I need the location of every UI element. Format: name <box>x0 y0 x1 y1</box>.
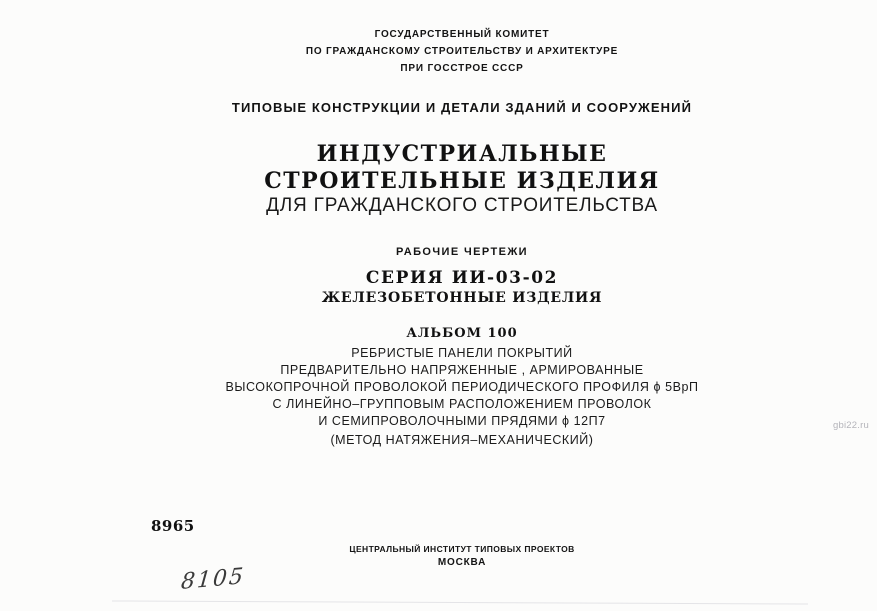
album-description-line: ВЫСОКОПРОЧНОЙ ПРОВОЛОКОЙ ПЕРИОДИЧЕСКОГО ПРОФИЛЯ ϕ 5ВрП <box>225 380 699 394</box>
city-label: МОСКВА <box>437 557 487 568</box>
main-title-line-2: СТРОИТЕЛЬНЫЕ ИЗДЕЛИЯ <box>264 168 660 194</box>
committee-line-3: ПРИ ГОССТРОЕ СССР <box>400 63 524 74</box>
committee-header <box>47 26 877 77</box>
scan-page-edge <box>112 600 808 604</box>
album-description-line: С ЛИНЕЙНО–ГРУППОВЫМ РАСПОЛОЖЕНИЕМ ПРОВОЛОК <box>272 397 652 411</box>
main-title-line-3: ДЛЯ ГРАЖДАНСКОГО СТРОИТЕЛЬСТВА <box>266 195 658 216</box>
album-description-line: ПРЕДВАРИТЕЛЬНО НАПРЯЖЕННЫЕ , АРМИРОВАННЫЕ <box>280 363 644 377</box>
album-description <box>47 345 877 430</box>
series-code: СЕРИЯ ИИ-03-02 <box>365 268 559 288</box>
tensioning-method-note: (МЕТОД НАТЯЖЕНИЯ–МЕХАНИЧЕСКИЙ) <box>330 433 594 447</box>
institute-name: ЦЕНТРАЛЬНЫЙ ИНСТИТУТ ТИПОВЫХ ПРОЕКТОВ <box>349 544 575 554</box>
series-subject: ЖЕЛЕЗОБЕТОННЫЕ ИЗДЕЛИЯ <box>321 290 603 306</box>
working-drawings-label: РАБОЧИЕ ЧЕРТЕЖИ <box>396 246 528 258</box>
handwritten-inventory-number: 8105 <box>180 564 246 595</box>
album-heading: АЛЬБОМ 100 <box>406 326 518 341</box>
album-description-line: И СЕМИПРОВОЛОЧНЫМИ ПРЯДЯМИ ϕ 12П7 <box>318 414 606 428</box>
main-title-line-1: ИНДУСТРИАЛЬНЫЕ <box>316 141 608 167</box>
album-description-line: РЕБРИСТЫЕ ПАНЕЛИ ПОКРЫТИЙ <box>351 346 573 360</box>
site-watermark: gbi22.ru <box>833 420 869 431</box>
committee-line-1: ГОСУДАРСТВЕННЫЙ КОМИТЕТ <box>374 29 550 40</box>
committee-line-2: ПО ГРАЖДАНСКОМУ СТРОИТЕЛЬСТВУ И АРХИТЕКТУРЕ <box>305 46 619 57</box>
series-banner: ТИПОВЫЕ КОНСТРУКЦИИ И ДЕТАЛИ ЗДАНИЙ И СООРУЖЕНИЙ <box>231 100 693 115</box>
document-number: 8965 <box>151 517 195 535</box>
